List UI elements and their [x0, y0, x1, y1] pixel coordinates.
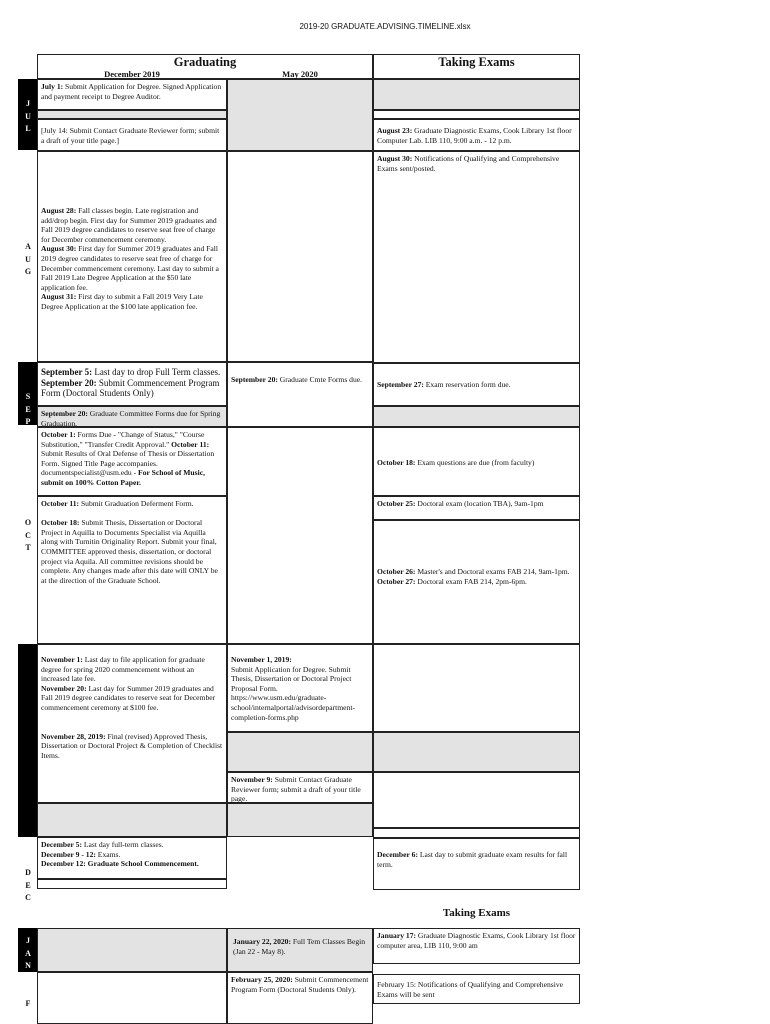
sep-exam-cell: September 27: Exam reservation form due. [373, 363, 580, 406]
jul-dec-cell-2: [July 14: Submit Contact Graduate Reviewer form; submit a draft of your title page.] [37, 119, 227, 151]
jul-dec-cell-1: July 1: Submit Application for Degree. Signed Application and payment receipt to Degree Auditor. [37, 79, 227, 110]
sep-dec-gray-cell: September 20: Graduate Committee Forms due for Spring Graduation. [37, 406, 227, 427]
nov-exam-cell-3 [373, 828, 580, 838]
jul-dec-gray [37, 110, 227, 119]
dec-exam-cell: December 6: Last day to submit graduate exam results for fall term. [373, 838, 580, 890]
sep-may-cell: September 20: Graduate Cmte Forms due. [227, 362, 373, 427]
feb-dec-cell [37, 972, 227, 1024]
month-label-dec: D E C [25, 868, 31, 902]
month-label-oct: O C T [24, 518, 32, 552]
oct-exam-cell-1: October 18: Exam questions are due (from faculty) [373, 427, 580, 496]
oct-exam-cell-2: October 25: Doctoral exam (location TBA), 9am-1pm [373, 496, 580, 520]
month-label-jan: J A N [25, 936, 31, 970]
oct-exam-cell-3: October 26: Master's and Doctoral exams FAB 214, 9am-1pm. October 27: Doctoral exam FAB 214, 2pm-6pm. [373, 520, 580, 644]
document-title: 2019-20 GRADUATE.ADVISING.TIMELINE.xlsx [299, 22, 471, 31]
aug-dec-cell: August 28: Fall classes begin. Late registration and add/drop begin. First day for Summer 2019 graduates and Fall 2019 degree candidates to reserve seat free of charge for December commencement ceremony. August 30: First day for Summer 2019 graduates and Fall 2019 degree candidates to reserve seat free of charge for December commencement ceremony. Last day to submit a Fall 2019 Late Degree Application at the $50 late application fee. August 31: First day to submit a Fall 2019 Very Late Degree Application at the $100 late application fee. [37, 151, 227, 362]
jul-exam-empty [373, 110, 580, 119]
header-taking-exams: Taking Exams [438, 55, 515, 69]
month-label-aug: A U G [24, 242, 32, 276]
jan-may-cell: January 22, 2020: Full Tem Classes Begin (Jan 22 - May 8). [227, 928, 373, 972]
nov-dec-gray [37, 803, 227, 837]
dec-dec-cell: December 5: Last day full-term classes. December 9 - 12: Exams. December 12: Graduate School Commencement. [37, 837, 227, 879]
nov-may-cell-2: November 9: Submit Contact Graduate Reviewer form; submit a draft of your title page. [227, 772, 373, 803]
jul-exam-cell: August 23: Graduate Diagnostic Exams, Cook Library 1st floor Computer Lab. LIB 110, 9:00 a.m. - 12 p.m. [373, 119, 580, 151]
nov-may-cell-1: November 1, 2019: Submit Application for Degree. Submit Thesis, Dissertation or Doctoral Project Proposal Form. https://www.usm.edu/graduate-school/internalportal/advisordepartment-completion-forms.php [227, 644, 373, 732]
jul-may-gray [227, 79, 373, 151]
sep-exam-gray [373, 406, 580, 427]
header-december: December 2019 [104, 69, 160, 79]
feb-may-cell: February 25, 2020: Submit Commencement Program Form (Doctoral Students Only). [227, 972, 373, 1024]
jan-exam-cell: January 17: Graduate Diagnostic Exams, Cook Library 1st floor computer area, LIB 110, 9:00 am [373, 928, 580, 964]
nov-exam-cell-2 [373, 772, 580, 828]
oct-dec-cell-1: October 1: Forms Due - "Change of Status," "Course Substitution," "Transfer Credit Approval." October 11: Submit Results of Oral Defense of Thesis or Dissertation Form. Signed Title Page accompanies. documentspecialist@usm.edu - For School of Music, submit on 100% Cotton Paper. [37, 427, 227, 496]
nov-may-gray-2 [227, 803, 373, 837]
nov-dec-cell: November 1: Last day to file application for graduate degree for spring 2020 commencement without an increased late fee. November 20: Last day for Summer 2019 graduates and Fall 2019 degree candidates to reserve seat for December commencement ceremony at $100 fee. November 28, 2019: Final (revised) Approved Thesis, Dissertation or Doctoral Project & Completion of Checklist Items. [37, 644, 227, 803]
jul-exam-gray [373, 79, 580, 110]
nov-exam-cell-1 [373, 644, 580, 732]
nov-exam-gray [373, 732, 580, 772]
header-taking-exams-2: Taking Exams [442, 907, 511, 919]
feb-exam-cell: February 15: Notifications of Qualifying and Comprehensive Exams will be sent [373, 974, 580, 1004]
header-may: May 2020 [282, 69, 318, 79]
aug-exam-cell: August 30: Notifications of Qualifying and Comprehensive Exams sent/posted. [373, 151, 580, 363]
dec-dec-empty [37, 879, 227, 889]
nov-may-gray [227, 732, 373, 772]
sep-dec-cell: September 5: Last day to drop Full Term classes. September 20: Submit Commencement Program Form (Doctoral Students Only) [37, 362, 227, 406]
oct-dec-cell-2: October 11: Submit Graduation Deferment Form. October 18: Submit Thesis, Dissertation or Doctoral Project in Aquilla to Documents Specialist via Aquilla along with Turnitin Originality Report. Submit your final, COMMITTEE approved thesis, dissertation, or doctoral project via Aquila. All committee revisions should be complete. Any changes made after this date will ONLY be at the direction of the Graduate School. [37, 496, 227, 644]
oct-may-cell [227, 427, 373, 644]
aug-may-cell [227, 151, 373, 362]
month-bar-nov [18, 644, 37, 837]
month-label-feb: F [25, 999, 31, 1008]
month-label-jul: J U L [25, 99, 31, 133]
jan-dec-gray [37, 928, 227, 972]
header-graduating: Graduating [173, 55, 237, 69]
month-label-sep: S E P [25, 392, 31, 426]
